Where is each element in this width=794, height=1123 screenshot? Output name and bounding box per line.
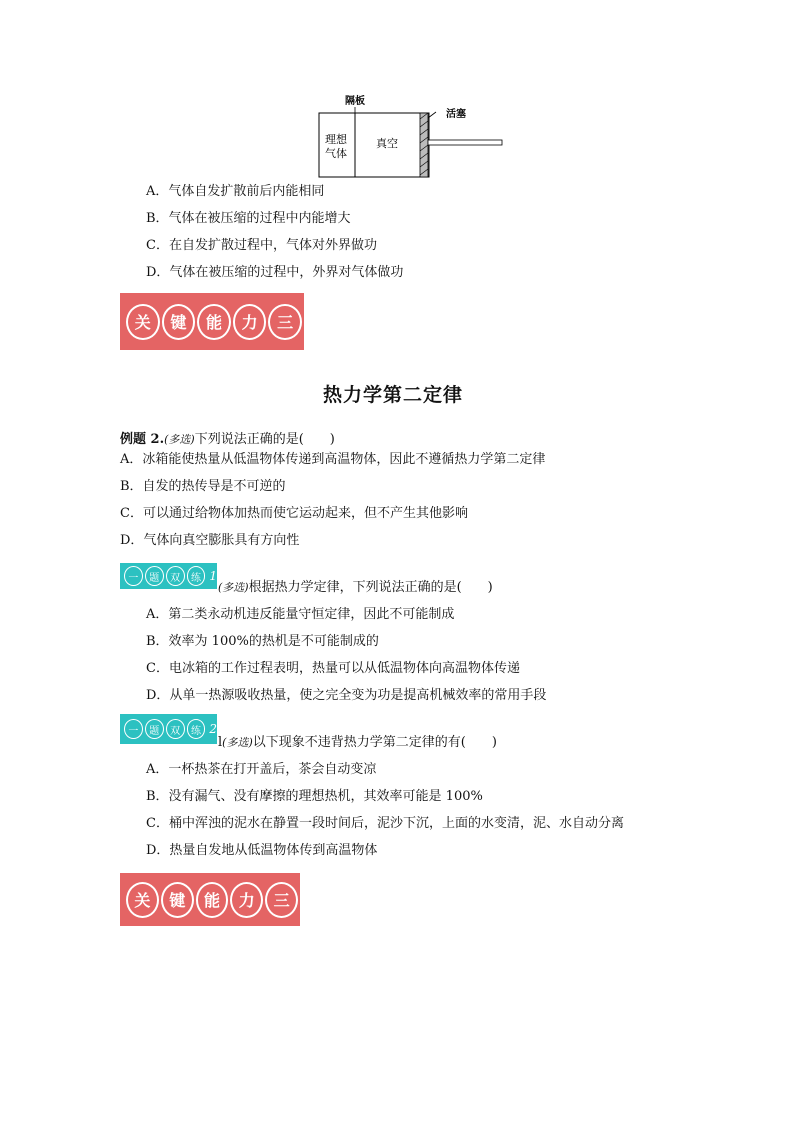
practice2-option-d: D．热量自发地从低温物体传到高温物体	[146, 843, 378, 858]
practice2-stem	[218, 735, 497, 751]
practice2-note: (多选)	[222, 736, 253, 749]
practice1-option-a: A．第二类永动机违反能量守恒定律，因此不可能制成	[146, 607, 455, 622]
badge1-ring-2: 题	[145, 566, 164, 586]
banner-seal-4: 力	[233, 304, 267, 340]
banner2-seal-5: 三	[265, 882, 298, 918]
practice-badge-2	[120, 714, 217, 744]
vacuum-label: 真空	[376, 137, 398, 150]
key-ability-banner-2	[120, 873, 300, 926]
badge1-ring-1: 一	[124, 566, 143, 586]
badge1-ring-3: 双	[166, 566, 185, 586]
badge1-number: 1	[209, 569, 218, 583]
banner-seal-1: 关	[126, 304, 160, 340]
practice2-option-b: B．没有漏气、没有摩擦的理想热机，其效率可能是 100%	[146, 789, 483, 804]
piston-block	[420, 113, 428, 177]
q1-option-d: D．气体在被压缩的过程中，外界对气体做功	[146, 265, 404, 280]
practice-badge-1	[120, 563, 217, 589]
section-title: 热力学第二定律	[323, 384, 464, 406]
banner-seal-2: 键	[162, 304, 196, 340]
badge1-ring-4: 练	[187, 566, 206, 586]
practice1-note: (多选)	[218, 581, 249, 594]
banner2-seal-4: 力	[230, 882, 263, 918]
badge2-ring-4: 练	[187, 719, 206, 739]
practice1-option-b: B．效率为 100%的热机是不可能制成的	[146, 634, 379, 649]
banner2-seal-1: 关	[126, 882, 159, 918]
partition-label: 隔板	[345, 96, 365, 107]
example2-option-a: A．冰箱能使热量从低温物体传递到高温物体，因此不遵循热力学第二定律	[120, 452, 546, 467]
badge2-ring-1: 一	[124, 719, 143, 739]
example2-option-b: B．自发的热传导是不可逆的	[120, 479, 286, 494]
badge2-number: 2	[209, 722, 218, 736]
practice1-option-d: D．从单一热源吸收热量，使之完全变为功是提高机械效率的常用手段	[146, 688, 547, 703]
practice2-option-a: A．一杯热茶在打开盖后，茶会自动变凉	[146, 762, 377, 777]
piston-label: 活塞	[446, 109, 466, 120]
q1-option-c: C．在自发扩散过程中，气体对外界做功	[146, 238, 377, 253]
ideal-gas-label-1: 理想	[325, 133, 347, 146]
example2-note: (多选)	[164, 433, 195, 446]
practice2-option-c: C．桶中浑浊的泥水在静置一段时间后，泥沙下沉，上面的水变清，泥、水自动分离	[146, 816, 624, 831]
banner-seal-3: 能	[197, 304, 231, 340]
ideal-gas-label-2: 气体	[325, 147, 347, 160]
practice2-stem-text: 以下现象不违背热力学第二定律的有( )	[252, 735, 497, 750]
practice1-stem	[218, 580, 493, 596]
example2-label: 例题 2.	[120, 432, 165, 447]
example2-stem-text: 下列说法正确的是( )	[194, 432, 335, 447]
banner2-seal-2: 键	[161, 882, 194, 918]
q1-option-b: B．气体在被压缩的过程中内能增大	[146, 211, 351, 226]
example2-option-d: D．气体向真空膨胀具有方向性	[120, 533, 300, 548]
practice2-prefix: l	[218, 735, 223, 750]
banner-seal-5: 三	[268, 304, 302, 340]
badge2-ring-2: 题	[145, 719, 164, 739]
example2-stem	[120, 432, 335, 448]
q1-option-a: A．气体自发扩散前后内能相同	[146, 184, 325, 199]
badge2-ring-3: 双	[166, 719, 185, 739]
banner2-seal-3: 能	[196, 882, 229, 918]
practice1-option-c: C．电冰箱的工作过程表明，热量可以从低温物体向高温物体传递	[146, 661, 520, 676]
example2-option-c: C．可以通过给物体加热而使它运动起来，但不产生其他影响	[120, 506, 468, 521]
key-ability-banner	[120, 293, 304, 350]
gas-vacuum-diagram	[310, 90, 510, 190]
piston-rod	[428, 140, 502, 145]
practice1-stem-text: 根据热力学定律，下列说法正确的是( )	[248, 580, 493, 595]
